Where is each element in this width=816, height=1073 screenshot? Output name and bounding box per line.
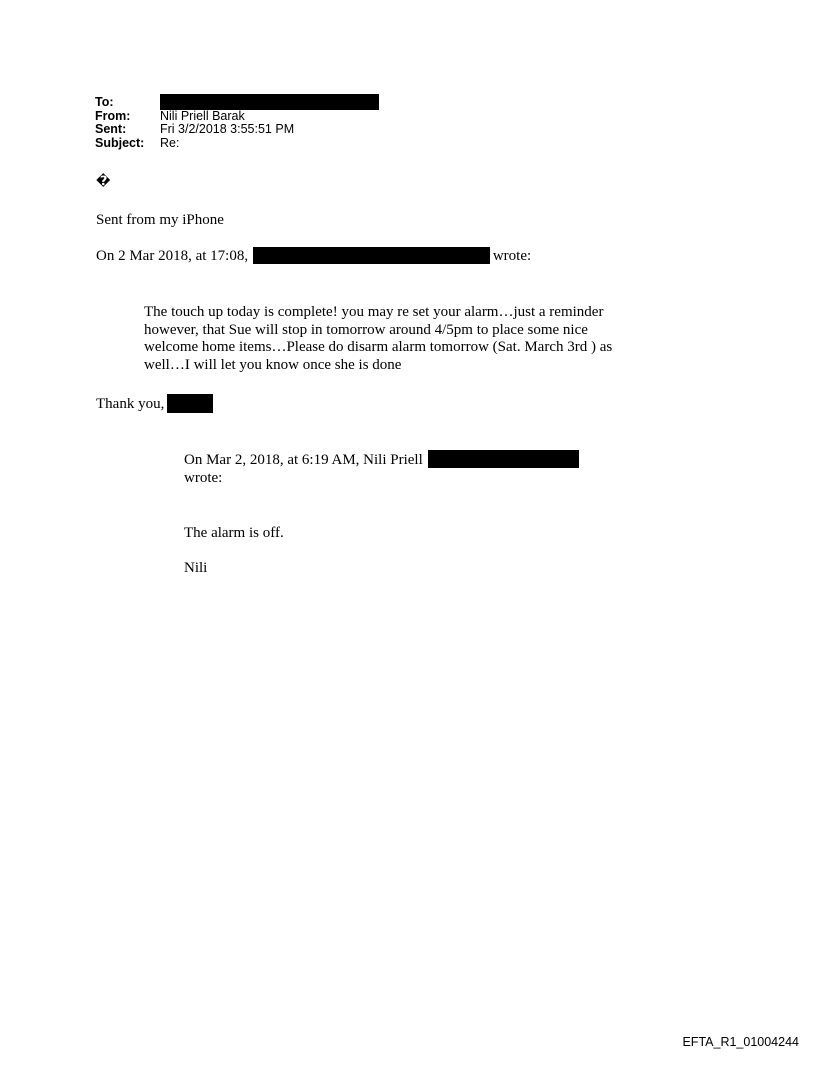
thanks-text: Thank you, (96, 396, 165, 412)
quote2-intro-line1 (184, 452, 579, 470)
sent-label: Sent: (95, 122, 127, 136)
quote1-line: well…I will let you know once she is done (144, 356, 402, 373)
sent-value: Fri 3/2/2018 3:55:51 PM (160, 122, 295, 136)
quote2-block (184, 452, 579, 577)
from-row (95, 110, 379, 124)
replacement-character: � (96, 174, 111, 189)
quote1-intro-suffix: wrote: (492, 248, 532, 264)
thanks-line (96, 395, 213, 413)
subject-value: Re: (160, 135, 180, 150)
quote1-line: The touch up today is complete! you may re set your alarm…just a reminder (144, 304, 604, 320)
quote1-intro-prefix: On 2 Mar 2018, at 17:08, (96, 248, 249, 264)
subject-row (95, 137, 379, 151)
to-row (95, 96, 379, 110)
subject-label: Subject: (95, 135, 145, 150)
quote1-intro (96, 247, 531, 265)
quote1-body (144, 304, 664, 374)
quote2-sign: Nili (184, 559, 208, 576)
signature-line: Sent from my iPhone (96, 212, 224, 228)
from-label: From: (95, 108, 131, 123)
quote2-intro-line2: wrote: (184, 469, 223, 486)
email-header (95, 96, 379, 150)
sent-row (95, 123, 379, 137)
spacer (184, 487, 579, 525)
redaction-box (428, 450, 579, 468)
quote2-text: The alarm is off. (184, 525, 284, 542)
from-value: Nili Priell Barak (160, 108, 245, 123)
to-value (160, 96, 379, 110)
redaction-box (253, 247, 490, 264)
quote1-line: however, that Sue will stop in tomorrow around 4/5pm to place some nice (144, 321, 588, 338)
quote1-line: welcome home items…Please do disarm alarm tomorrow (Sat. March 3rd ) as (144, 339, 613, 356)
spacer (184, 543, 579, 560)
document-id: EFTA_R1_01004244 (682, 1035, 799, 1049)
redaction-box (160, 94, 379, 110)
to-label: To: (95, 95, 114, 109)
quote2-intro-text: On Mar 2, 2018, at 6:19 AM, Nili Priell (184, 452, 423, 468)
redaction-box (167, 394, 213, 413)
